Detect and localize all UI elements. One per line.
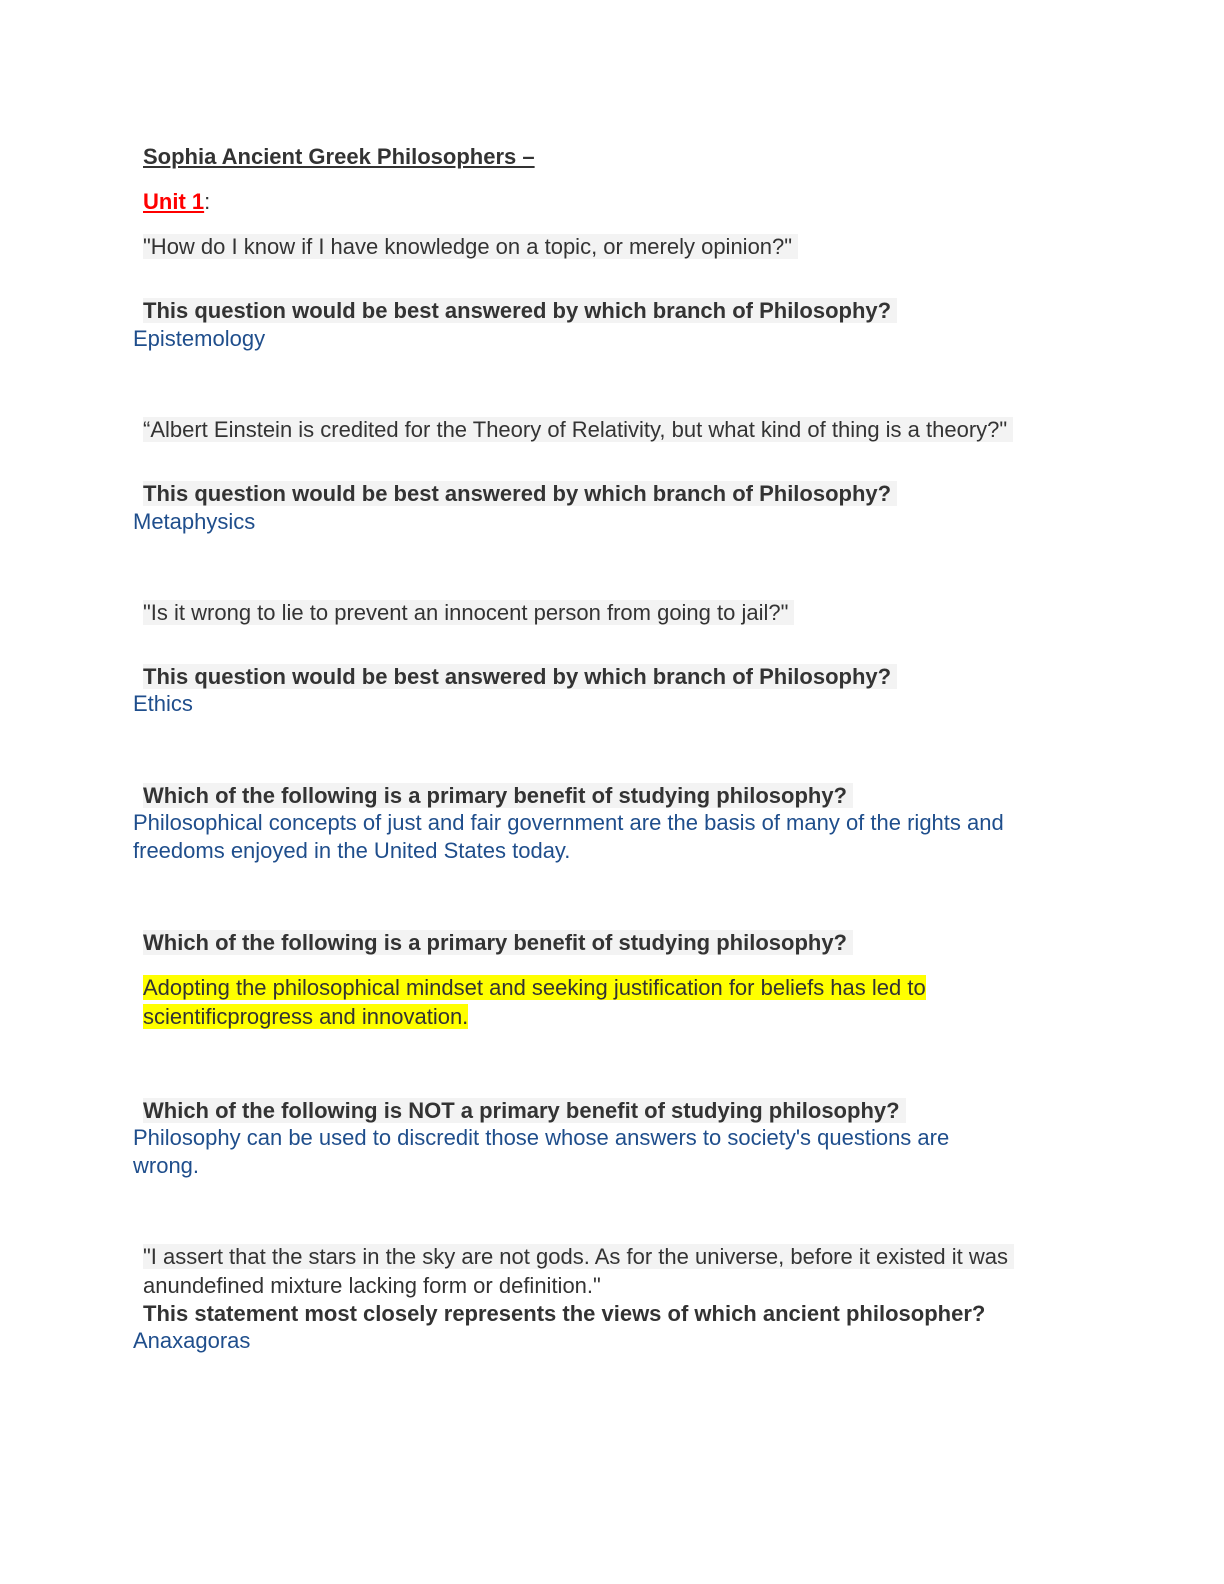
answer-text: wrong.: [133, 1153, 200, 1178]
answer-text: Ethics: [133, 691, 193, 716]
highlighted-answer: Adopting the philosophical mindset and seeking justification for beliefs has led to: [143, 975, 926, 1000]
answer-text: freedoms enjoyed in the United States today.: [133, 838, 571, 863]
highlighted-answer: scientificprogress and innovation.: [143, 1004, 469, 1029]
answer-text: Philosophy can be used to discredit those whose answers to society's questions are: [133, 1125, 950, 1150]
unit-suffix: :: [204, 189, 211, 214]
unit-label: Unit 1: [143, 189, 205, 214]
question-text: This question would be best answered by which branch of Philosophy?: [143, 297, 897, 325]
answer-text: Epistemology: [133, 326, 266, 351]
question-text: This question would be best answered by which branch of Philosophy?: [143, 663, 897, 691]
prompt-text: "I assert that the stars in the sky are not gods. As for the universe, before it existed it was: [143, 1243, 1014, 1271]
prompt-text: “Albert Einstein is credited for the Theory of Relativity, but what kind of thing is a theory?": [143, 416, 1013, 444]
question-text: This statement most closely represents the views of which ancient philosopher?: [143, 1301, 986, 1326]
question-text: Which of the following is a primary benefit of studying philosophy?: [143, 782, 853, 810]
answer-text: Anaxagoras: [133, 1328, 251, 1353]
document-title: Sophia Ancient Greek Philosophers –: [143, 144, 535, 169]
question-text: Which of the following is NOT a primary benefit of studying philosophy?: [143, 1097, 906, 1125]
unit-heading: [143, 188, 210, 216]
prompt-text: anundefined mixture lacking form or definition.": [143, 1273, 601, 1298]
question-text: Which of the following is a primary benefit of studying philosophy?: [143, 929, 853, 957]
prompt-text: "How do I know if I have knowledge on a topic, or merely opinion?": [143, 233, 798, 261]
answer-text: Metaphysics: [133, 509, 256, 534]
answer-text: Philosophical concepts of just and fair government are the basis of many of the rights and: [133, 810, 1004, 835]
question-text: This question would be best answered by which branch of Philosophy?: [143, 480, 897, 508]
prompt-text: "Is it wrong to lie to prevent an innocent person from going to jail?": [143, 599, 794, 627]
